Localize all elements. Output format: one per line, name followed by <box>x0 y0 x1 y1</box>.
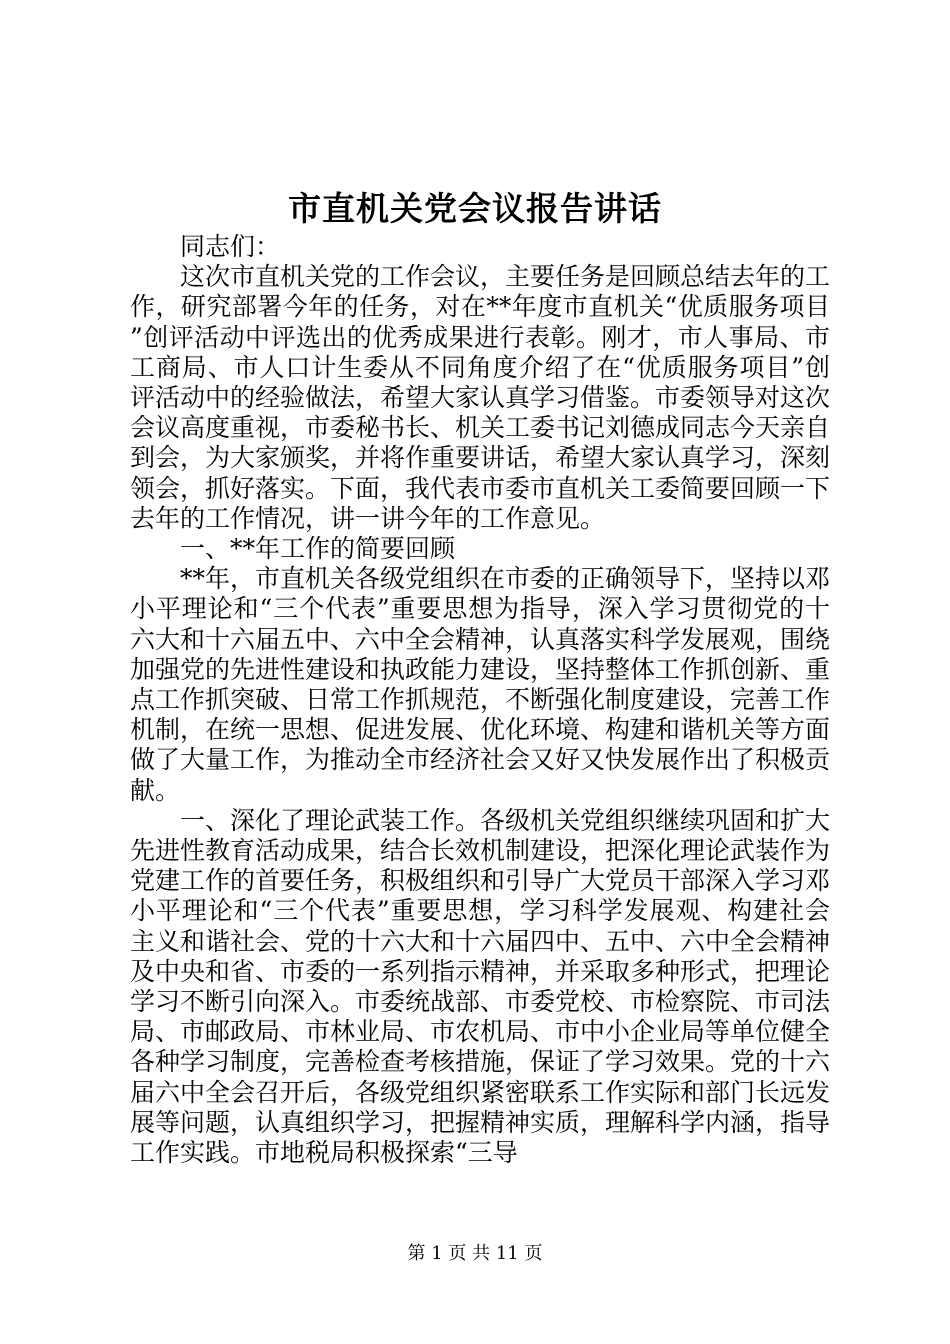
body-paragraph: 一、深化了理论武装工作。各级机关党组织继续巩固和扩大先进性教育活动成果，结合长效机制建设，把深化理论武装作为党建工作的首要任务，积极组织和引导广大党员干部深入学习邓小平理论和“三个代表”重要思想，学习科学发展观、构建社会主义和谐社会、党的十六大和十六届四中、五中、六中全会精神及中央和省、市委的一系列指示精神，并采取多种形式，把理论学习不断引向深入。市委统战部、市委党校、市检察院、市司法局、市邮政局、市林业局、市农机局、市中小企业局等单位健全各种学习制度，完善检查考核措施，保证了学习效果。党的十六届六中全会召开后，各级党组织紧密联系工作实际和部门长远发展等问题，认真组织学习，把握精神实质，理解科学内涵，指导工作实践。市地税局积极探索“三导 <box>130 805 831 1168</box>
salutation: 同志们： <box>180 232 281 261</box>
body-paragraph: 这次市直机关党的工作会议，主要任务是回顾总结去年的工作，研究部署今年的任务，对在**年度市直机关“优质服务项目”创评活动中评选出的优秀成果进行表彰。刚才，市人事局、市工商局、市人口计生委从不同角度介绍了在“优质服务项目”创评活动中的经验做法，希望大家认真学习借鉴。市委领导对这次会议高度重视，市委秘书长、机关工委书记刘德成同志今天亲自到会，为大家颁奖，并将作重要讲话，希望大家认真学习，深刻领会，抓好落实。下面，我代表市委市直机关工委简要回顾一下去年的工作情况，讲一讲今年的工作意见。 <box>130 262 831 533</box>
page-footer: 第 1 页 共 11 页 <box>407 1243 543 1264</box>
section-heading: 一、**年工作的简要回顾 <box>180 534 456 564</box>
body-paragraph: **年，市直机关各级党组织在市委的正确领导下，坚持以邓小平理论和“三个代表”重要思想为指导，深入学习贯彻党的十六大和十六届五中、六中全会精神，认真落实科学发展观，围绕加强党的先进性建设和执政能力建设，坚持整体工作抓创新、重点工作抓突破、日常工作抓规范，不断强化制度建设，完善工作机制，在统一思想、促进发展、优化环境、构建和谐机关等方面做了大量工作，为推动全市经济社会又好又快发展作出了积极贡献。 <box>130 564 831 805</box>
document-title: 市直机关党会议报告讲话 <box>288 189 662 228</box>
document-body <box>130 232 830 1168</box>
